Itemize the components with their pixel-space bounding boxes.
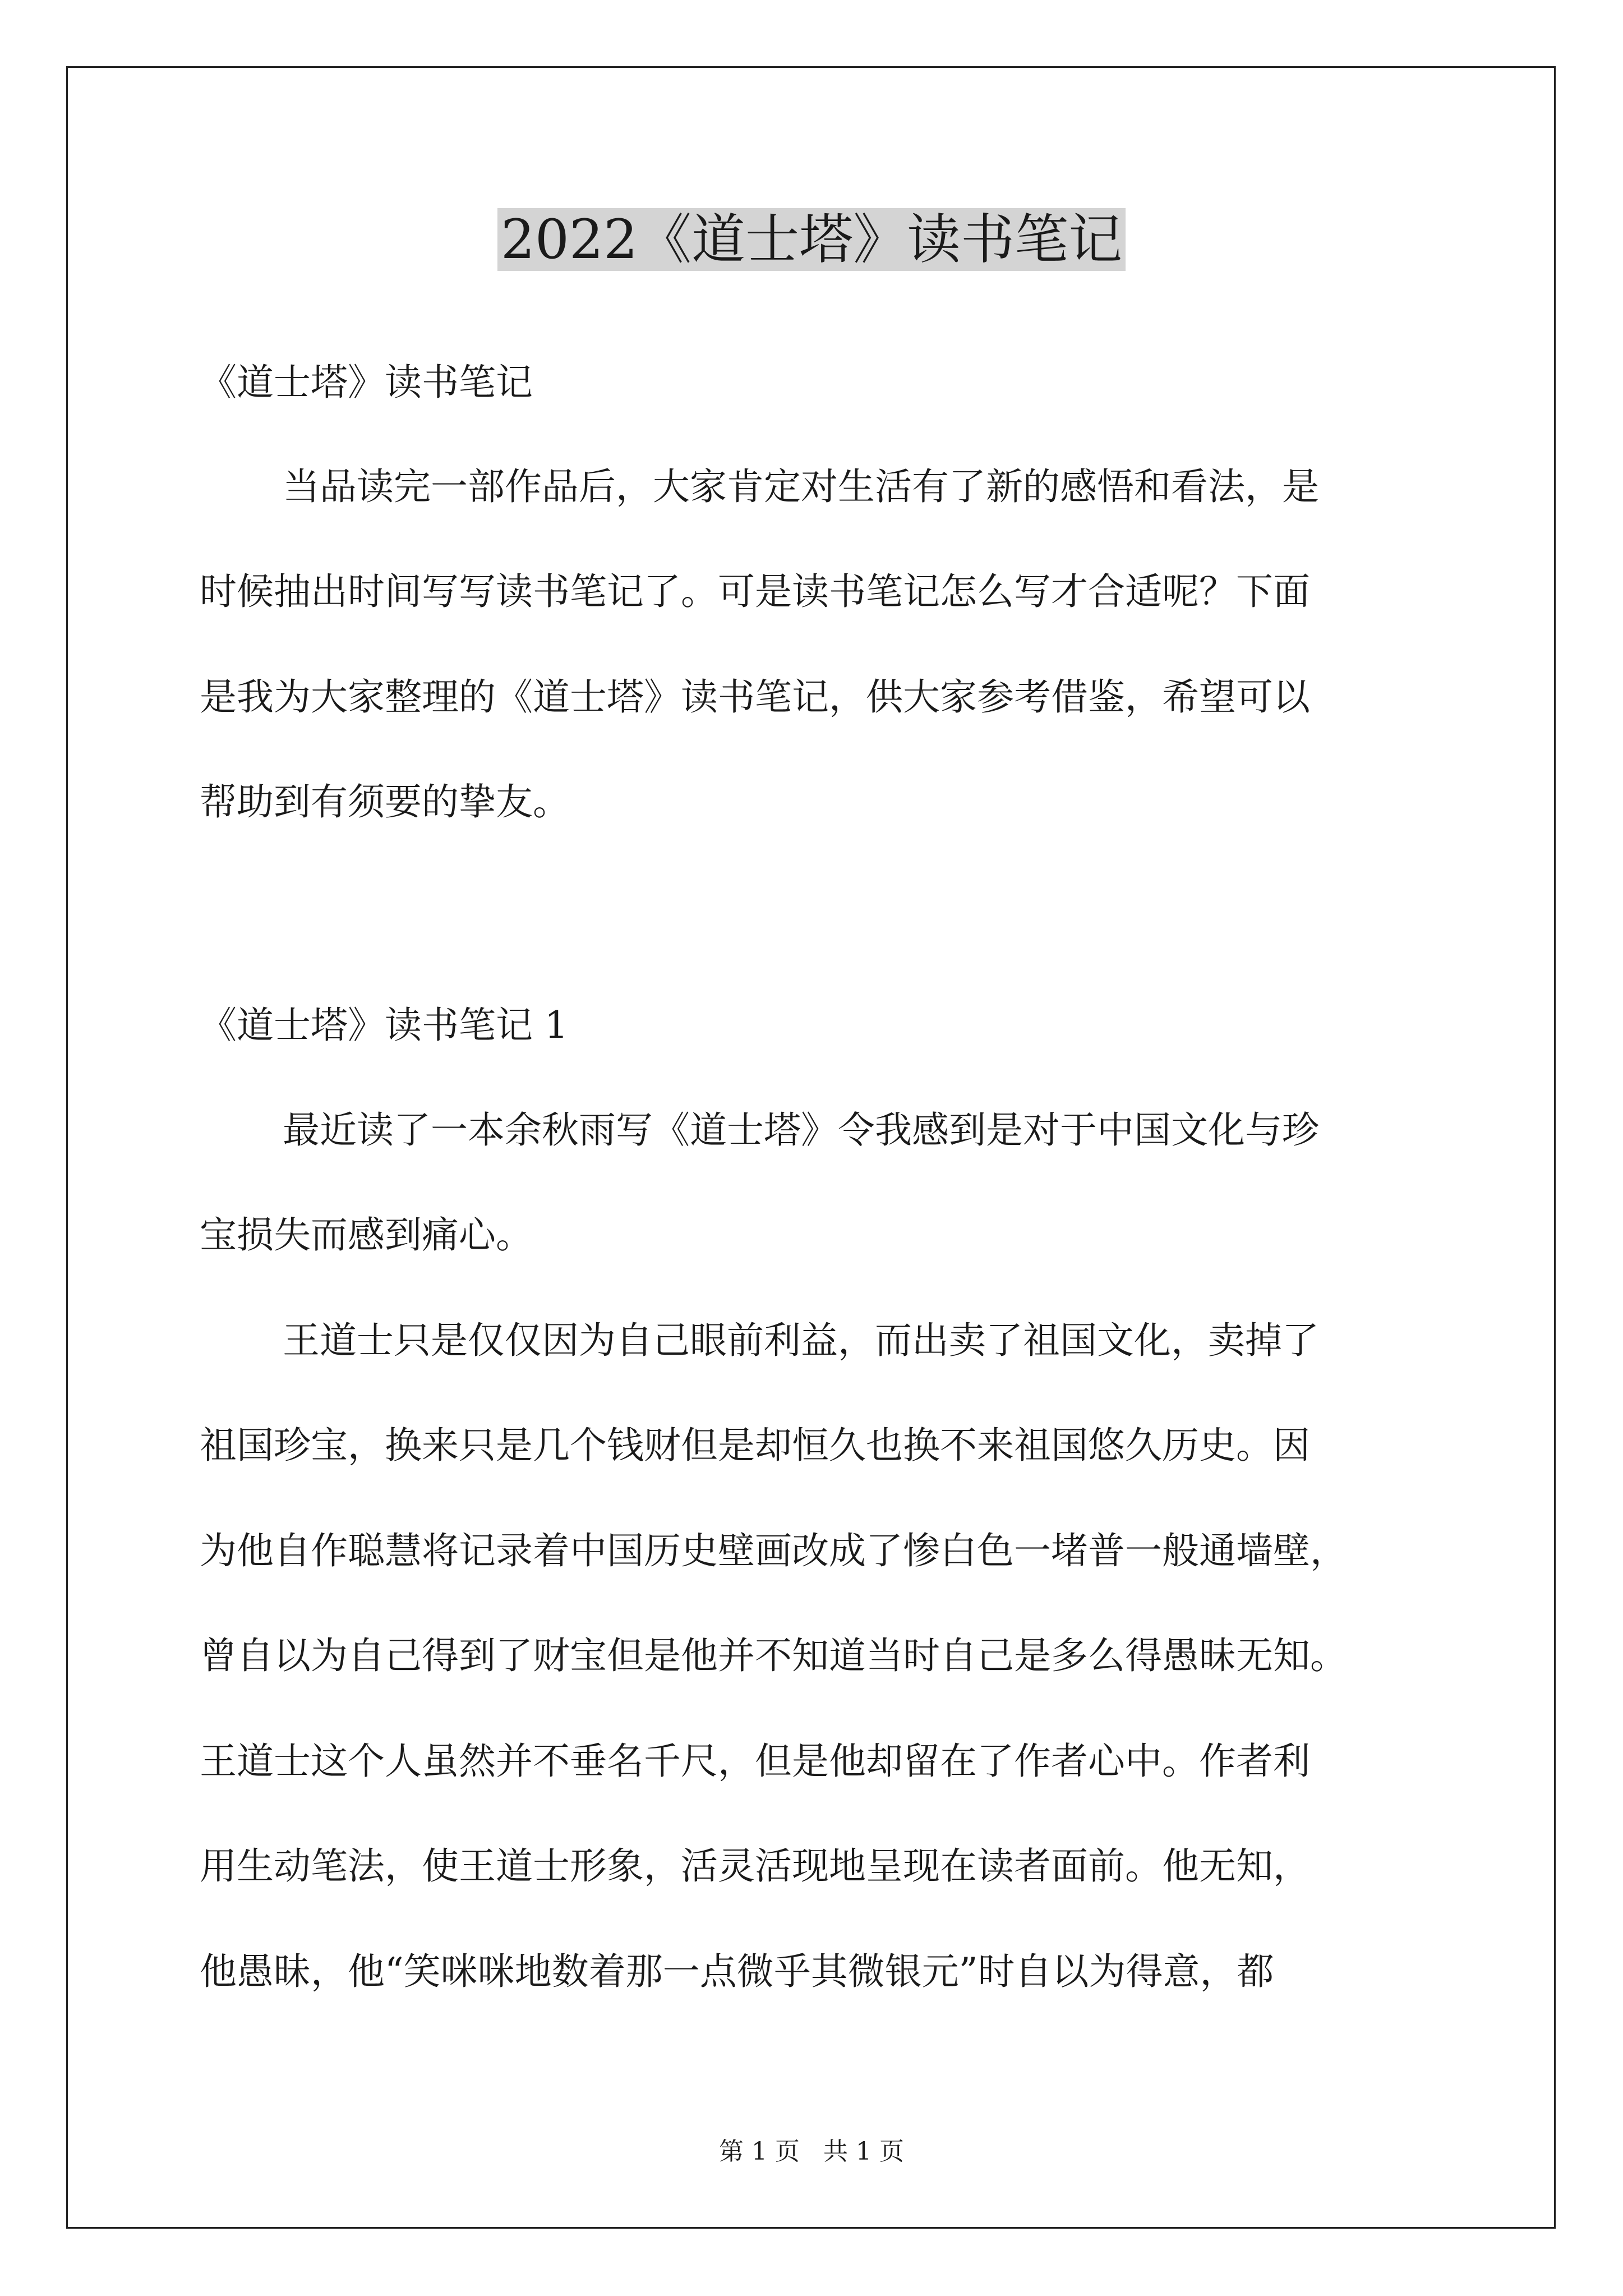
para1-line-1: 最近读了一本余秋雨写《道士塔》令我感到是对于中国文化与珍 (283, 1108, 1319, 1152)
intro-line-2: 时候抽出时间写写读书笔记了。可是读书笔记怎么写才合适呢？下面 (200, 570, 1310, 613)
para2-line-3: 为他自作聪慧将记录着中国历史壁画改成了惨白色一堵普一般通墙壁， (200, 1529, 1347, 1572)
para2-line-7: 他愚昧，他“笑咪咪地数着那一点微乎其微银元”时自以为得意，都 (200, 1950, 1274, 1993)
document-title-text: 2022《道士塔》读书笔记 (497, 208, 1126, 271)
intro-line-4: 帮助到有须要的挚友。 (200, 780, 570, 823)
page-total: 共 1 页 (823, 2137, 904, 2166)
intro-line-3: 是我为大家整理的《道士塔》读书笔记，供大家参考借鉴，希望可以 (200, 675, 1310, 719)
document-title (0, 203, 1623, 276)
para2-line-5: 王道士这个人虽然并不垂名千尺，但是他却留在了作者心中。作者利 (200, 1740, 1310, 1783)
section-heading: 《道士塔》读书笔记 1 (200, 1004, 568, 1047)
page-number: 第 1 页 (719, 2137, 800, 2166)
para1-line-2: 宝损失而感到痛心。 (200, 1213, 533, 1257)
intro-line-1: 当品读完一部作品后，大家肯定对生活有了新的感悟和看法，是 (283, 465, 1319, 508)
document-subtitle: 《道士塔》读书笔记 (200, 361, 533, 404)
para2-line-4: 曾自以为自己得到了财宝但是他并不知道当时自己是多么得愚昧无知。 (200, 1634, 1347, 1677)
para2-line-6: 用生动笔法，使王道士形象，活灵活现地呈现在读者面前。他无知， (200, 1844, 1310, 1888)
para2-line-2: 祖国珍宝，换来只是几个钱财但是却恒久也换不来祖国悠久历史。因 (200, 1424, 1310, 1467)
page-footer (0, 2135, 1623, 2169)
para2-line-1: 王道士只是仅仅因为自己眼前利益，而出卖了祖国文化，卖掉了 (283, 1319, 1319, 1362)
